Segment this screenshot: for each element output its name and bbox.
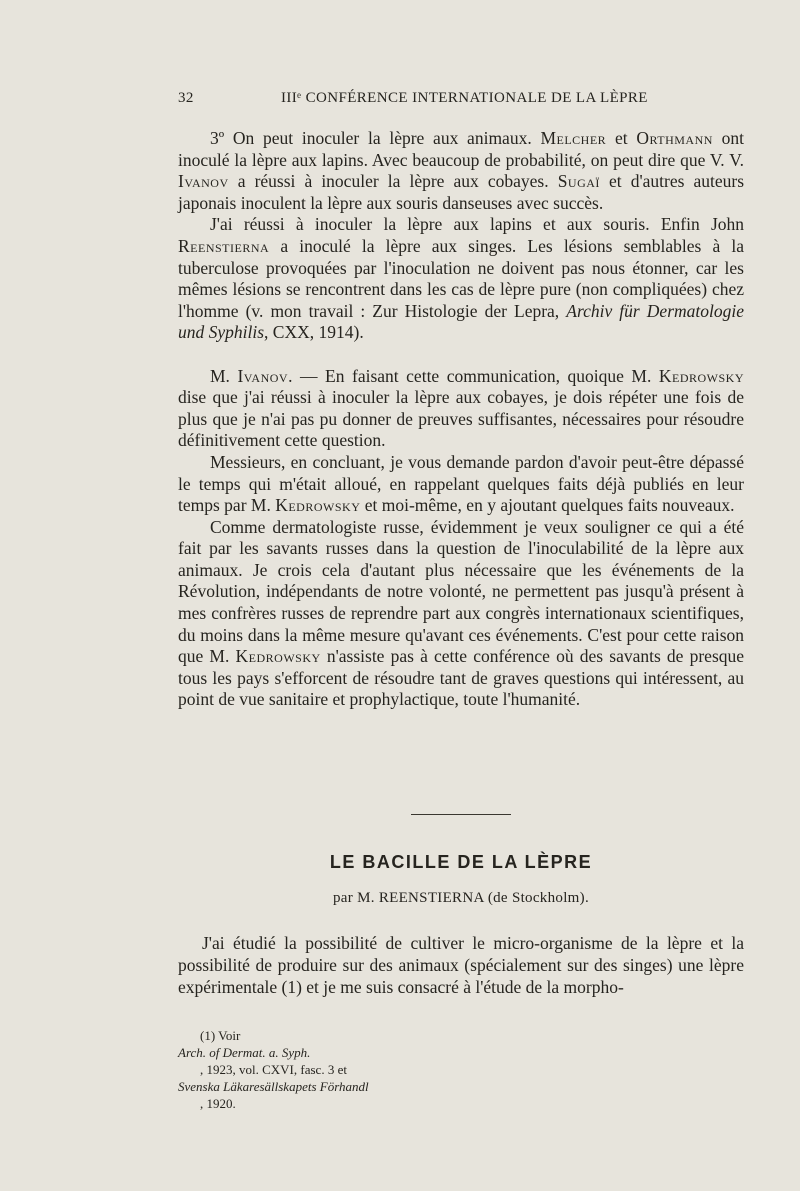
paragraph-inoculation-animals: 3º On peut inoculer la lèpre aux animaux. Melcher et Orthmann ont inoculé la lèpre aux lapins. Avec beaucoup de probabilité, on peut dire que V. V. Ivanov a réussi à inoculer la lèpre aux cobayes. Sugaï et d'autres auteurs japonais inoculent la lèpre aux souris danseuses avec succès. [178,128,745,213]
author-name: Melcher [540,128,607,148]
paragraph-conclusion: Messieurs, en concluant, je vous demande pardon d'avoir peut-être dépassé le temps qui m'était alloué, en rappelant quelques faits déjà publiés en leur temps par M. Kedrowsky et moi-même, en y ajoutant quelques faits nouveaux. [178,451,744,516]
section-title: LE BACILLE DE LA LÈPRE [329,852,593,872]
author-name: Kedrowsky [658,365,744,386]
main-text [178,128,744,711]
speaker-name: Ivanov [237,365,289,386]
author-name: Kedrowsky [275,495,361,516]
author-name: Ivanov [178,171,229,192]
section-byline: par M. REENSTIERNA (de Stockholm). [332,890,589,906]
footnote [178,1027,744,1112]
page-number: 32 [178,90,194,106]
journal-title: Archiv für Dermatologie und Syphilis [178,300,744,343]
paragraph-bacille: J'ai étudié la possibilité de cultiver le micro-organisme de la lèpre et la possibilité de produire sur des animaux (spécialement sur des singes) une lèpre expérimentale (1) et je me suis consacré à l'étude de la morpho- [178,933,744,997]
paragraph-own-experiments: J'ai réussi à inoculer la lèpre aux lapins et aux souris. Enfin John Reenstierna a inoculé la lèpre aux singes. Les lésions semblables à la tuberculose provoquées par l'inoculation ne doivent pas nous étonner, car les mêmes lésions se rencontrent dans les cas de lèpre pure (non compliquées) chez l'homme (v. mon travail : Zur Histologie der Lepra, Archiv für Dermatologie und Syphilis, CXX, 1914). [178,214,744,343]
section-divider [411,814,511,815]
author-name: Orthmann [636,128,713,148]
footnote-text: (1) Voir Arch. of Dermat. a. Syph. , 1923, vol. CXVI, fasc. 3 et Svenska Läkaresällskapets Förhandl , 1920. [178,1028,369,1111]
author-name: Sugaï [557,171,600,192]
running-title: IIIᵉ CONFÉRENCE INTERNATIONALE DE LA LÈPRE [281,90,648,106]
author-name: Kedrowsky [235,646,321,667]
paragraph-ivanov-remark: M. Ivanov. — En faisant cette communication, quoique M. Kedrowsky dise que j'ai réussi à inoculer la lèpre aux cobayes, je dois répéter une fois de plus que je n'ai pas pu donner de preuves suffisantes, nécessaires pour résoudre définitivement cette question. [178,365,744,451]
section-text [178,933,744,998]
paragraph-russian-savants: Comme dermatologiste russe, évidemment je veux souligner ce qui a été fait par les savants russes dans la question de l'inoculabilité de la lèpre aux animaux. Je crois cela d'autant plus nécessaire que les événements de la Révolution, indépendants de notre volonté, ne permettent pas jusqu'à présent à mes confrères russes de reprendre part aux congrès internationaux scientifiques, du moins dans la même mesure qu'avant ces événements. C'est pour cette raison que M. Kedrowsky n'assiste pas à cette conférence où des savants de presque tous les pays s'efforcent de résoudre tant de graves questions qui intéressent, au point de vue sanitaire et prophylactique, toute l'humanité. [178,516,745,710]
author-name: Reenstierna [178,235,270,256]
